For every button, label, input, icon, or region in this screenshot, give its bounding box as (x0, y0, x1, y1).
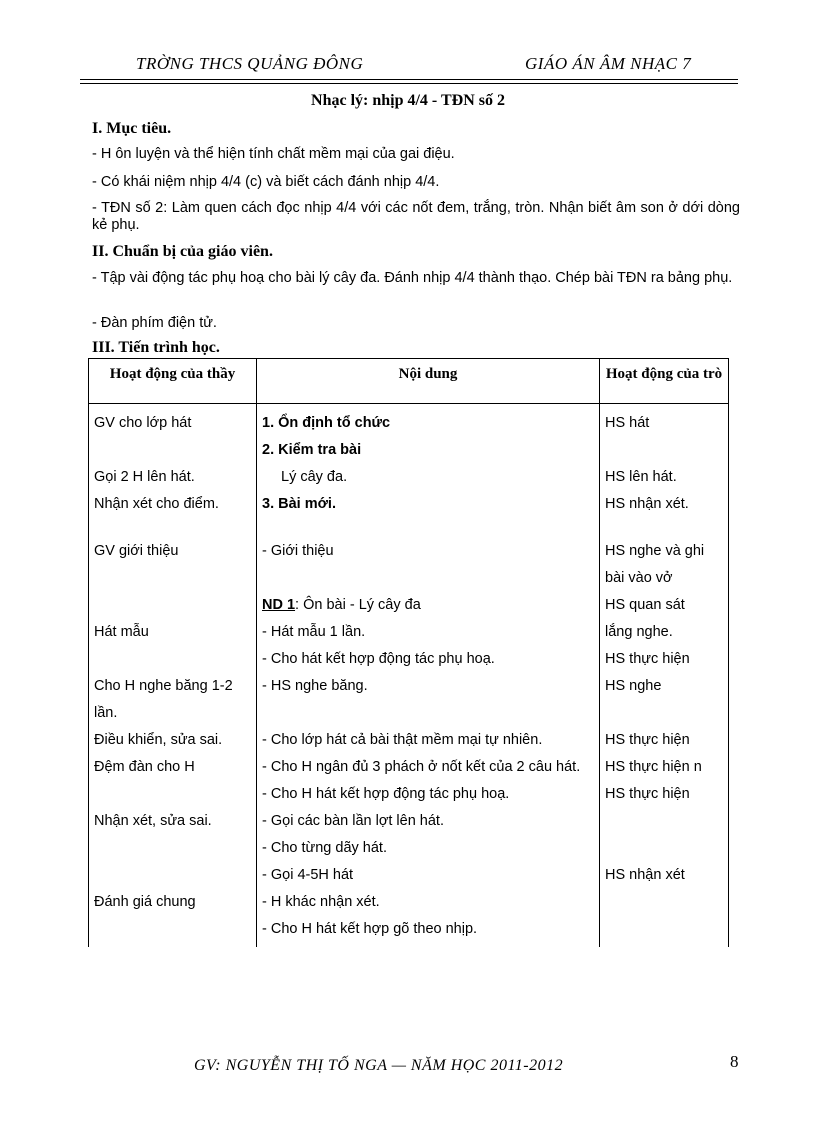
table-row (89, 646, 729, 673)
teacher-cell (89, 437, 257, 464)
table-row (89, 673, 729, 727)
content-cell: - Cho từng dãy hát. (257, 835, 600, 862)
section-process-title: III. Tiến trình học. (92, 339, 220, 356)
table-row (89, 437, 729, 464)
teacher-cell: Gọi 2 H lên hát. (89, 464, 257, 491)
teacher-cell: Nhận xét, sửa sai. (89, 808, 257, 835)
content-cell: 3. Bài mới. (257, 491, 600, 518)
teacher-cell: GV giới thiệu (89, 538, 257, 592)
content-cell: - Cho H hát kết hợp gõ theo nhịp. (257, 916, 600, 947)
content-cell: - H khác nhận xét. (257, 889, 600, 916)
student-cell (600, 808, 729, 835)
table-row (89, 781, 729, 808)
header-content: Nội dung (257, 359, 600, 404)
table-row (89, 464, 729, 491)
content-cell: 2. Kiểm tra bài (257, 437, 600, 464)
content-cell: Lý cây đa. (257, 464, 600, 491)
student-cell: HS nhận xét (600, 862, 729, 889)
table-row (89, 916, 729, 947)
table-row (89, 404, 729, 438)
student-cell: HS nhận xét. (600, 491, 729, 518)
table-row (89, 538, 729, 592)
lesson-plan-table (88, 358, 729, 947)
content-section-label: ND 1 (262, 597, 296, 613)
page-number: 8 (730, 1052, 739, 1071)
teacher-cell: Nhận xét cho điểm. (89, 491, 257, 518)
header-subject: GIÁO ÁN ÂM NHẠC 7 (525, 54, 692, 73)
objective-item: - Có khái niệm nhịp 4/4 (c) và biết cách đánh nhịp 4/4. (92, 174, 440, 190)
objective-item: - TĐN số 2: Làm quen cách đọc nhịp 4/4 với các nốt đem, trắng, tròn. Nhận biết âm son ở dới dòng kẻ phụ. (92, 200, 740, 233)
teacher-cell (89, 646, 257, 673)
preparation-item: - Đàn phím điện tử. (92, 315, 217, 331)
table-spacer-row (89, 518, 729, 538)
table-row (89, 727, 729, 754)
table-row (89, 862, 729, 889)
student-cell: HS thực hiện n (600, 754, 729, 781)
content-cell (257, 592, 600, 619)
table-row (89, 835, 729, 862)
student-cell: HS thực hiện (600, 646, 729, 673)
teacher-cell (89, 862, 257, 889)
teacher-cell (89, 781, 257, 808)
teacher-cell (89, 916, 257, 947)
content-cell: - Gọi các bàn lần lợt lên hát. (257, 808, 600, 835)
student-cell: HS hát (600, 404, 729, 438)
section-preparation-title: II. Chuẩn bị của giáo viên. (92, 243, 273, 260)
content-cell: - Cho H ngân đủ 3 phách ở nốt kết của 2 câu hát. (257, 754, 600, 781)
table-row (89, 491, 729, 518)
student-cell (600, 916, 729, 947)
teacher-cell (89, 592, 257, 619)
teacher-cell: Điều khiển, sửa sai. (89, 727, 257, 754)
student-cell: HS quan sát (600, 592, 729, 619)
footer-author: GV: NGUYỄN THỊ TỐ NGA — NĂM HỌC 2011-2012 (194, 1057, 564, 1074)
teacher-cell: Đệm đàn cho H (89, 754, 257, 781)
student-cell (600, 437, 729, 464)
student-cell: HS thực hiện (600, 781, 729, 808)
student-cell: HS lên hát. (600, 464, 729, 491)
table-row (89, 808, 729, 835)
content-cell: - Cho hát kết hợp động tác phụ hoạ. (257, 646, 600, 673)
student-cell: HS nghe và ghi bài vào vở (600, 538, 729, 592)
student-cell (600, 889, 729, 916)
header-student-activity: Hoạt động của trò (600, 359, 729, 404)
student-cell (600, 835, 729, 862)
header-teacher-activity: Hoạt động của thầy (89, 359, 257, 404)
student-cell: HS thực hiện (600, 727, 729, 754)
content-cell: - Gọi 4-5H hát (257, 862, 600, 889)
objective-item: - H ôn luyện và thể hiện tính chất mềm mại của gai điệu. (92, 146, 455, 162)
content-section-text: : Ôn bài - Lý cây đa (295, 597, 421, 613)
table-row (89, 619, 729, 646)
content-cell: - Cho H hát kết hợp động tác phụ hoạ. (257, 781, 600, 808)
teacher-cell (89, 835, 257, 862)
section-objectives-title: I. Mục tiêu. (92, 120, 172, 137)
lesson-title: Nhạc lý: nhịp 4/4 - TĐN số 2 (311, 92, 505, 109)
header-divider-double (80, 83, 738, 84)
content-cell: - Giới thiệu (257, 538, 600, 592)
student-cell: HS nghe (600, 673, 729, 727)
preparation-item: - Tập vài động tác phụ hoạ cho bài lý cây đa. Đánh nhịp 4/4 thành thạo. Chép bài TĐN ra bảng phụ. (92, 270, 733, 286)
teacher-cell: Đánh giá chung (89, 889, 257, 916)
table-row (89, 754, 729, 781)
teacher-cell: Cho H nghe băng 1-2 lần. (89, 673, 257, 727)
content-cell: - Cho lớp hát cả bài thật mềm mại tự nhiên. (257, 727, 600, 754)
teacher-cell: GV cho lớp hát (89, 404, 257, 438)
content-cell: - HS nghe băng. (257, 673, 600, 727)
header-school: TRỜNG THCS QUẢNG ĐÔNG (136, 54, 364, 73)
header-divider (80, 79, 738, 80)
content-cell: - Hát mẫu 1 lần. (257, 619, 600, 646)
table-row (89, 889, 729, 916)
teacher-cell: Hát mẫu (89, 619, 257, 646)
table-row (89, 592, 729, 619)
student-cell: lắng nghe. (600, 619, 729, 646)
content-cell: 1. Ổn định tổ chức (257, 404, 600, 438)
